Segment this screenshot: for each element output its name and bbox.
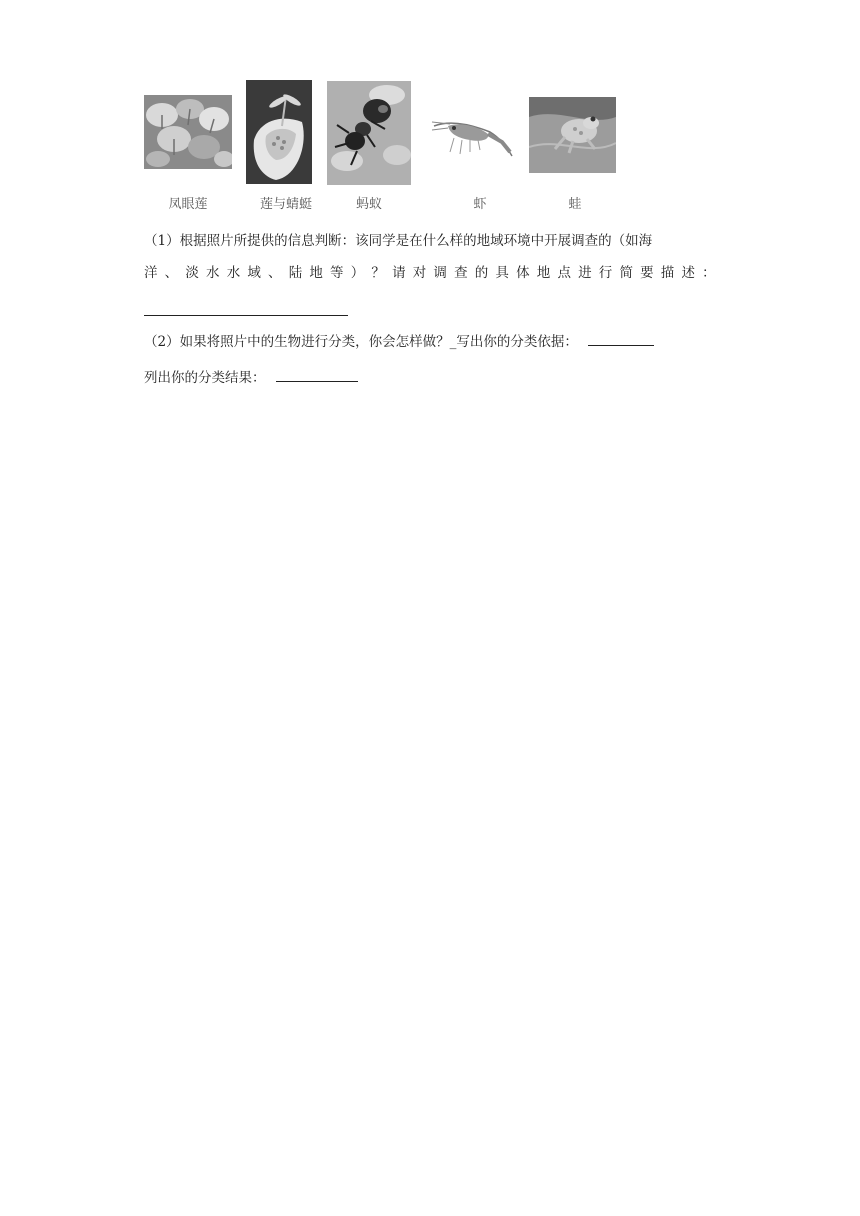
question-1-line-2: [144, 263, 716, 283]
ant-photo: [327, 81, 411, 185]
question-1-line-2-char: 陆: [288, 265, 303, 281]
question-1-line-2-char: ？: [371, 265, 385, 281]
question-2-result-prompt: 列出你的分类结果：: [144, 370, 266, 386]
question-2-line-2: [144, 367, 358, 388]
question-1-line-2-char: 水: [226, 265, 241, 281]
question-1-line-2-char: 点: [557, 265, 571, 281]
question-1-line-2-char: 、: [164, 265, 179, 281]
question-1-line-2-char: 水: [206, 265, 220, 281]
question-1-line-2-char: 调: [433, 265, 447, 281]
question-1-line-2-char: 描: [660, 265, 675, 281]
question-1-line-2-char: 、: [268, 265, 282, 281]
question-1-line-2-char: 地: [309, 265, 323, 281]
question-2-line-1: [144, 331, 654, 352]
shrimp-photo: [430, 112, 516, 162]
question-1-line-1: （1）根据照片所提供的信息判断：该同学是在什么样的地域环境中开展调查的（如海: [144, 233, 653, 249]
photo-caption: 蛙: [568, 197, 582, 212]
question-1-line-2-char: 对: [412, 265, 427, 281]
photo-caption: 蚂蚁: [355, 197, 382, 212]
question-1-line-2-char: 请: [392, 265, 406, 281]
question-1-line-2-char: 体: [516, 265, 530, 281]
question-1-line-2-char: 地: [536, 265, 551, 281]
question-1-line-2-char: 查: [454, 265, 468, 281]
question-2-prompt: （2）如果将照片中的生物进行分类，你会怎样做？_写出你的分类依据：: [144, 334, 578, 350]
question-1-line-2-char: ）: [350, 265, 365, 281]
frog-photo: [529, 97, 616, 173]
question-1-line-2-char: 进: [578, 265, 592, 281]
answer-blank-2[interactable]: [588, 331, 654, 346]
photo-caption: 凤眼莲: [168, 197, 208, 212]
question-1-line-2-char: 要: [640, 265, 654, 281]
photo-row: [0, 0, 860, 220]
lotus-dragonfly-photo: [246, 80, 312, 184]
question-1-line-2-char: ：: [702, 265, 716, 281]
answer-blank-3[interactable]: [276, 367, 358, 382]
question-1-line-2-char: 洋: [144, 265, 158, 281]
water-hyacinth-photo: [144, 95, 232, 169]
question-1-line-2-char: 等: [330, 265, 344, 281]
question-1-line-2-char: 简: [619, 265, 633, 281]
question-1-line-2-char: 行: [598, 265, 613, 281]
answer-blank-1[interactable]: [144, 315, 348, 316]
question-1-line-2-char: 淡: [185, 265, 199, 281]
photo-caption: 莲与蜻蜓: [259, 197, 312, 212]
question-1-line-2-char: 述: [681, 265, 695, 281]
question-1-line-2-char: 具: [495, 265, 509, 281]
question-1-line-2-char: 域: [247, 265, 261, 281]
question-1-line-2-char: 的: [474, 265, 489, 281]
photo-caption: 虾: [473, 197, 487, 212]
